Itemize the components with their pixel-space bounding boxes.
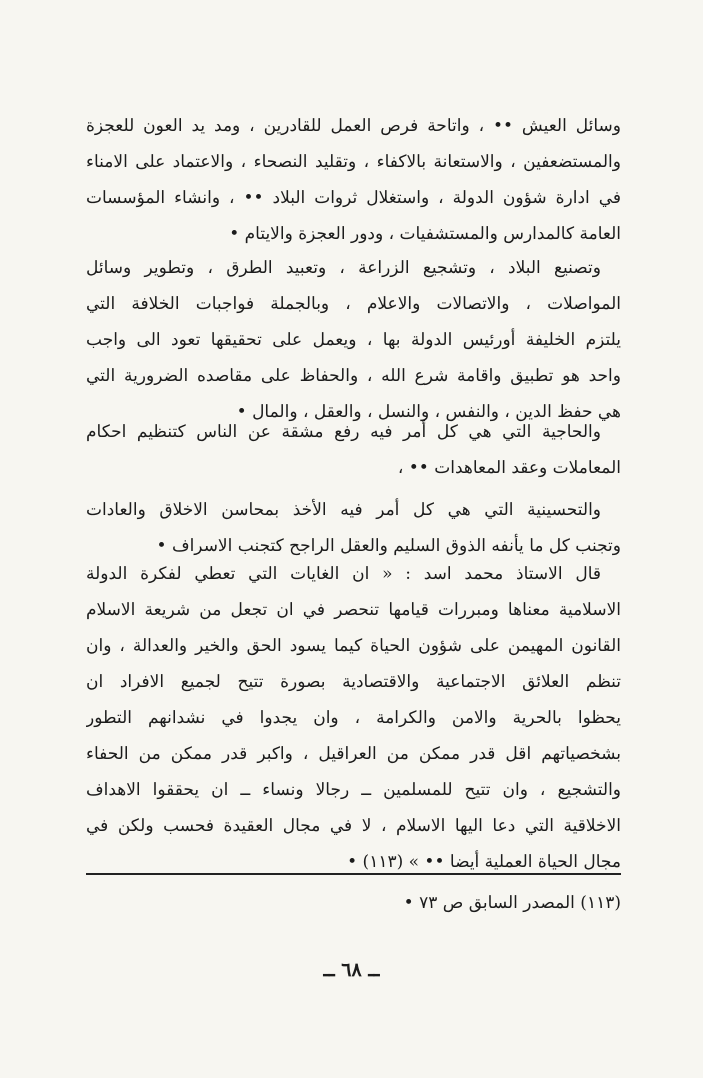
text-line: بشخصياتهم اقل قدر ممكن من العراقيل ، واكبر قدر ممكن من الحفاء bbox=[86, 744, 621, 764]
paragraph-5 bbox=[86, 556, 621, 880]
page-number: ــ ٦٨ ــ bbox=[323, 959, 380, 981]
text-line: الاسلامية معناها ومبررات قيامها تنحصر في ان تجعل من شريعة الاسلام bbox=[86, 600, 621, 620]
paragraph-1 bbox=[86, 108, 621, 252]
text-line: في ادارة شؤون الدولة ، واستغلال ثروات البلاد •• ، وانشاء المؤسسات bbox=[86, 188, 621, 208]
footnote: (١١٣) المصدر السابق ص ٧٣ • bbox=[403, 893, 621, 913]
text-line: العامة كالمدارس والمستشفيات ، ودور العجزة والايتام • bbox=[229, 224, 621, 244]
text-line: يلتزم الخليفة أورئيس الدولة بها ، ويعمل على تحقيقها تعود الى واجب bbox=[86, 330, 621, 350]
text-line: المواصلات ، والاتصالات والاعلام ، وبالجملة فواجبات الخلافة التي bbox=[86, 294, 621, 314]
text-line: وتجنب كل ما يأنفه الذوق السليم والعقل الراجح كتجنب الاسراف • bbox=[156, 536, 621, 556]
paragraph-4 bbox=[86, 492, 621, 564]
text-line: القانون المهيمن على شؤون الحياة كيما يسود الحق والخير والعدالة ، وان bbox=[86, 636, 621, 656]
text-line: والتشجيع ، وان تتيح للمسلمين ــ رجالا ونساء ــ ان يحققوا الاهداف bbox=[86, 780, 621, 800]
text-line: واحد هو تطبيق واقامة شرع الله ، والحفاظ على مقاصده الضرورية التي bbox=[86, 366, 621, 386]
text-line: وسائل العيش •• ، واتاحة فرص العمل للقادرين ، ومد يد العون للعجزة bbox=[86, 116, 621, 136]
text-line: الاخلاقية التي دعا اليها الاسلام ، لا في مجال العقيدة فحسب ولكن في bbox=[86, 816, 621, 836]
paragraph-3 bbox=[86, 414, 621, 486]
text-line: تنظم العلائق الاجتماعية والاقتصادية بصورة تتيح لجميع الافراد ان bbox=[86, 672, 621, 692]
text-line: وتصنيع البلاد ، وتشجيع الزراعة ، وتعبيد الطرق ، وتطوير وسائل bbox=[86, 258, 601, 278]
text-line: والحاجية التي هي كل أمر فيه رفع مشقة عن الناس كتنظيم احكام bbox=[86, 422, 601, 442]
text-line: هي حفظ الدين ، والنفس ، والنسل ، والعقل ، والمال • bbox=[236, 402, 621, 422]
paragraph-2 bbox=[86, 250, 621, 430]
text-line: والمستضعفين ، والاستعانة بالاكفاء ، وتقليد النصحاء ، والاعتماد على الامناء bbox=[86, 152, 621, 172]
text-line: يحظوا بالحرية والامن والكرامة ، وان يجدوا في نشدانهم التطور bbox=[86, 708, 621, 728]
footnote-divider bbox=[86, 873, 621, 875]
text-line: مجال الحياة العملية أيضا •• » (١١٣) • bbox=[347, 852, 621, 872]
text-line: والتحسينية التي هي كل أمر فيه الأخذ بمحاسن الاخلاق والعادات bbox=[86, 500, 601, 520]
text-line: المعاملات وعقد المعاهدات •• ، bbox=[397, 458, 621, 478]
text-line: قال الاستاذ محمد اسد : « ان الغايات التي تعطي لفكرة الدولة bbox=[86, 564, 601, 584]
